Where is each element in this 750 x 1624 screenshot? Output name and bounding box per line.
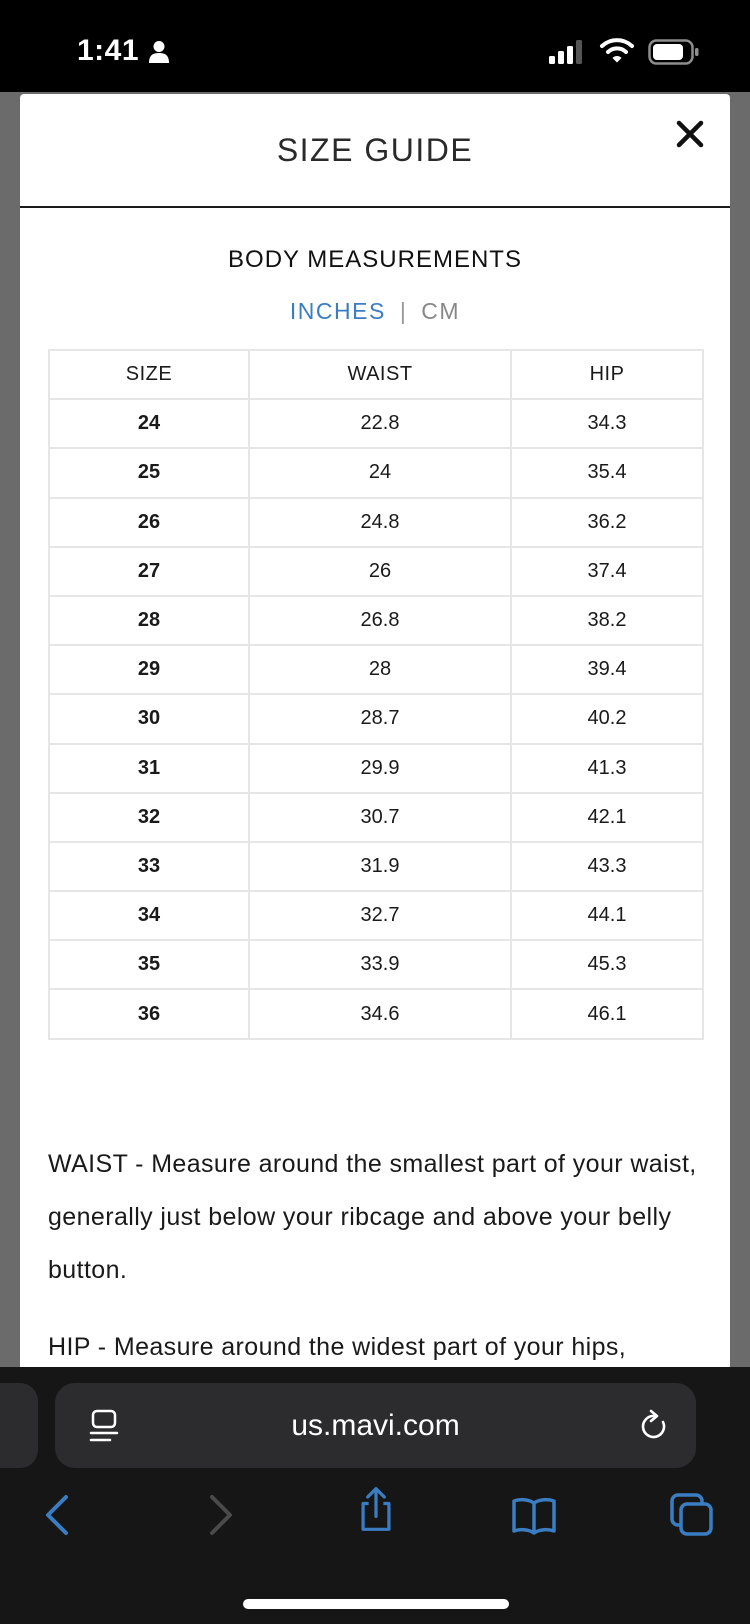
hip-cell: 38.2	[511, 596, 703, 645]
size-cell: 28	[49, 596, 249, 645]
hip-cell: 42.1	[511, 793, 703, 842]
close-icon[interactable]	[670, 114, 710, 154]
waist-cell: 31.9	[249, 842, 511, 891]
table-row	[49, 989, 703, 1038]
size-cell: 36	[49, 989, 249, 1038]
table-row	[49, 399, 703, 448]
hip-cell: 40.2	[511, 694, 703, 743]
waist-cell: 26.8	[249, 596, 511, 645]
hip-cell: 36.2	[511, 498, 703, 547]
waist-cell: 28.7	[249, 694, 511, 743]
header-waist: WAIST	[249, 350, 511, 399]
waist-cell: 34.6	[249, 989, 511, 1038]
table-row	[49, 498, 703, 547]
waist-cell: 29.9	[249, 744, 511, 793]
unit-inches-option[interactable]: INCHES	[289, 298, 386, 324]
waist-cell: 30.7	[249, 793, 511, 842]
table-header-row	[49, 350, 703, 399]
size-guide-modal	[20, 94, 730, 1367]
status-bar	[0, 0, 750, 92]
waist-cell: 24.8	[249, 498, 511, 547]
cellular-signal-icon	[548, 40, 584, 64]
hip-cell: 45.3	[511, 940, 703, 989]
size-cell: 25	[49, 448, 249, 497]
hip-cell: 44.1	[511, 891, 703, 940]
url-text[interactable]: us.mavi.com	[291, 1409, 460, 1442]
waist-cell: 22.8	[249, 399, 511, 448]
bookmarks-icon[interactable]	[510, 1491, 558, 1539]
size-cell: 33	[49, 842, 249, 891]
waist-cell: 32.7	[249, 891, 511, 940]
hip-cell: 37.4	[511, 547, 703, 596]
hip-cell: 34.3	[511, 399, 703, 448]
table-row	[49, 793, 703, 842]
table-row	[49, 891, 703, 940]
waist-cell: 26	[249, 547, 511, 596]
share-icon[interactable]	[352, 1485, 400, 1533]
tabs-icon[interactable]	[668, 1491, 716, 1539]
table-row	[49, 694, 703, 743]
table-row	[49, 940, 703, 989]
table-row	[49, 596, 703, 645]
table-row	[49, 547, 703, 596]
table-row	[49, 744, 703, 793]
hip-cell: 41.3	[511, 744, 703, 793]
status-time: 1:41	[77, 34, 140, 67]
waist-cell: 28	[249, 645, 511, 694]
hip-cell: 43.3	[511, 842, 703, 891]
size-cell: 35	[49, 940, 249, 989]
person-icon	[148, 40, 170, 64]
hip-note: HIP - Measure around the widest part of your hips,	[48, 1333, 627, 1361]
modal-title: SIZE GUIDE	[276, 132, 474, 168]
size-cell: 34	[49, 891, 249, 940]
section-title: BODY MEASUREMENTS	[228, 246, 522, 273]
waist-note: WAIST - Measure around the smallest part of your waist, generally just below your ribcage and above your belly button.	[48, 1150, 697, 1284]
header-size: SIZE	[49, 350, 249, 399]
previous-tab-peek[interactable]	[0, 1383, 38, 1468]
size-cell: 24	[49, 399, 249, 448]
size-cell: 27	[49, 547, 249, 596]
browser-toolbar	[0, 1367, 750, 1624]
back-icon[interactable]	[34, 1491, 82, 1539]
size-cell: 30	[49, 694, 249, 743]
table-row	[49, 645, 703, 694]
hip-cell: 46.1	[511, 989, 703, 1038]
size-cell: 29	[49, 645, 249, 694]
unit-toggle	[20, 298, 730, 325]
hip-cell: 39.4	[511, 645, 703, 694]
address-bar[interactable]	[55, 1383, 696, 1468]
modal-header	[20, 94, 730, 208]
waist-cell: 33.9	[249, 940, 511, 989]
size-cell: 26	[49, 498, 249, 547]
unit-separator: |	[399, 298, 408, 324]
reload-icon[interactable]	[638, 1409, 670, 1443]
hip-cell: 35.4	[511, 448, 703, 497]
forward-icon[interactable]	[196, 1491, 244, 1539]
table-row	[49, 842, 703, 891]
waist-cell: 24	[249, 448, 511, 497]
size-cell: 31	[49, 744, 249, 793]
home-indicator[interactable]	[243, 1599, 509, 1609]
size-table	[48, 349, 704, 1040]
unit-cm-option[interactable]: CM	[421, 298, 461, 324]
size-cell: 32	[49, 793, 249, 842]
wifi-icon	[600, 36, 634, 64]
header-hip: HIP	[511, 350, 703, 399]
battery-icon	[648, 38, 700, 66]
table-row	[49, 448, 703, 497]
